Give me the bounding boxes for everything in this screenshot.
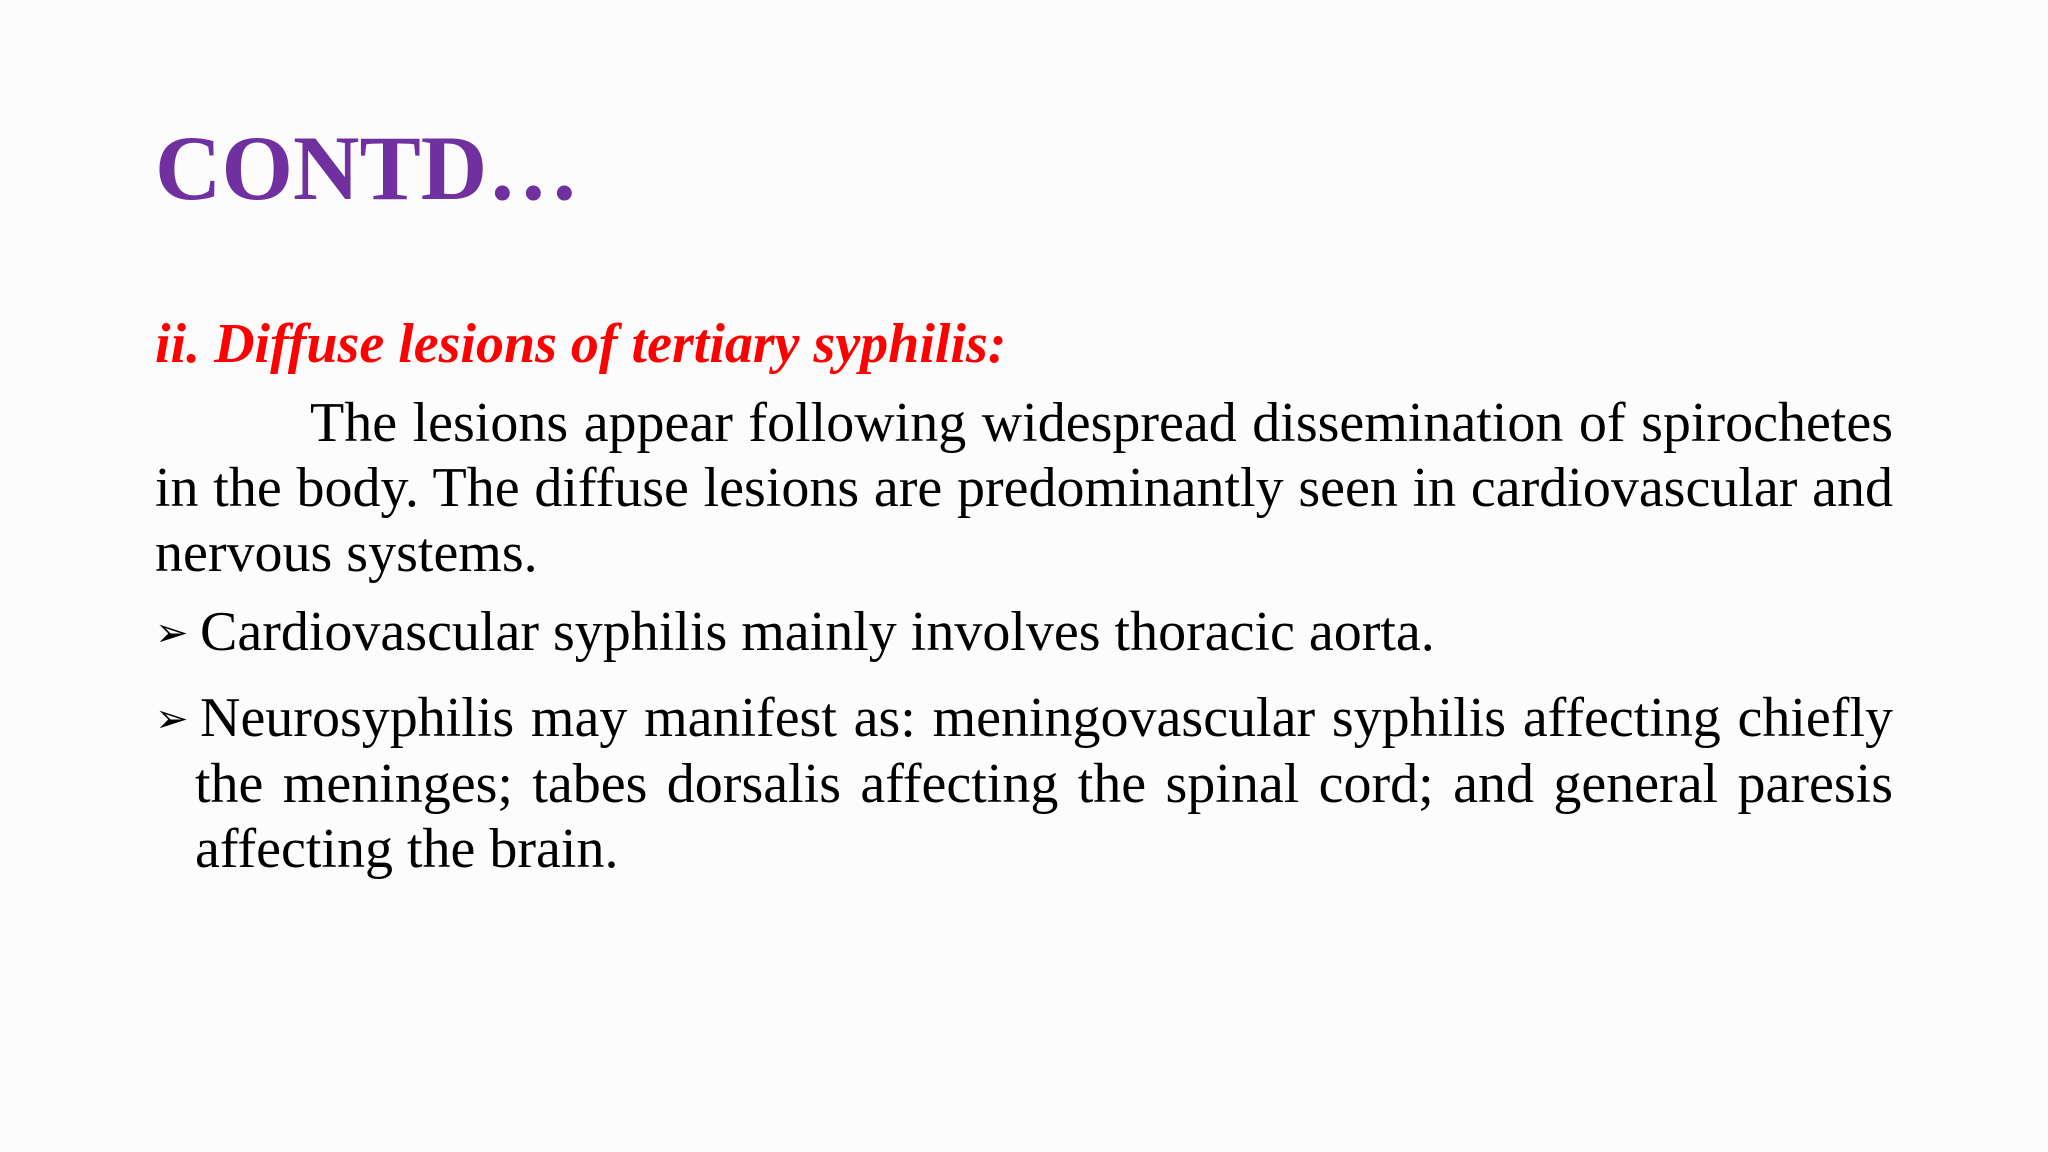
section-subheading: ii. Diffuse lesions of tertiary syphilis: xyxy=(155,313,1007,375)
bullet-list xyxy=(155,600,1893,882)
arrow-bullet-icon: ➢ xyxy=(155,696,189,742)
bullet-item-neurosyphilis xyxy=(155,686,1893,882)
bullet-text: Neurosyphilis may manifest as: meningovascular syphilis affecting chiefly the meninges; tabes dorsalis affecting the spinal cord; and general paresis affecting the brain. xyxy=(195,687,1893,880)
intro-paragraph: The lesions appear following widespread dissemination of spirochetes in the body. The diffuse lesions are predominantly seen in cardiovascular and nervous systems. xyxy=(155,392,1893,584)
bullet-item-cardiovascular xyxy=(155,600,1893,666)
bullet-text: Cardiovascular syphilis mainly involves thoracic aorta. xyxy=(200,601,1435,663)
slide-title: CONTD… xyxy=(155,117,580,219)
slide-content xyxy=(155,312,1893,902)
arrow-bullet-icon: ➢ xyxy=(155,610,189,656)
